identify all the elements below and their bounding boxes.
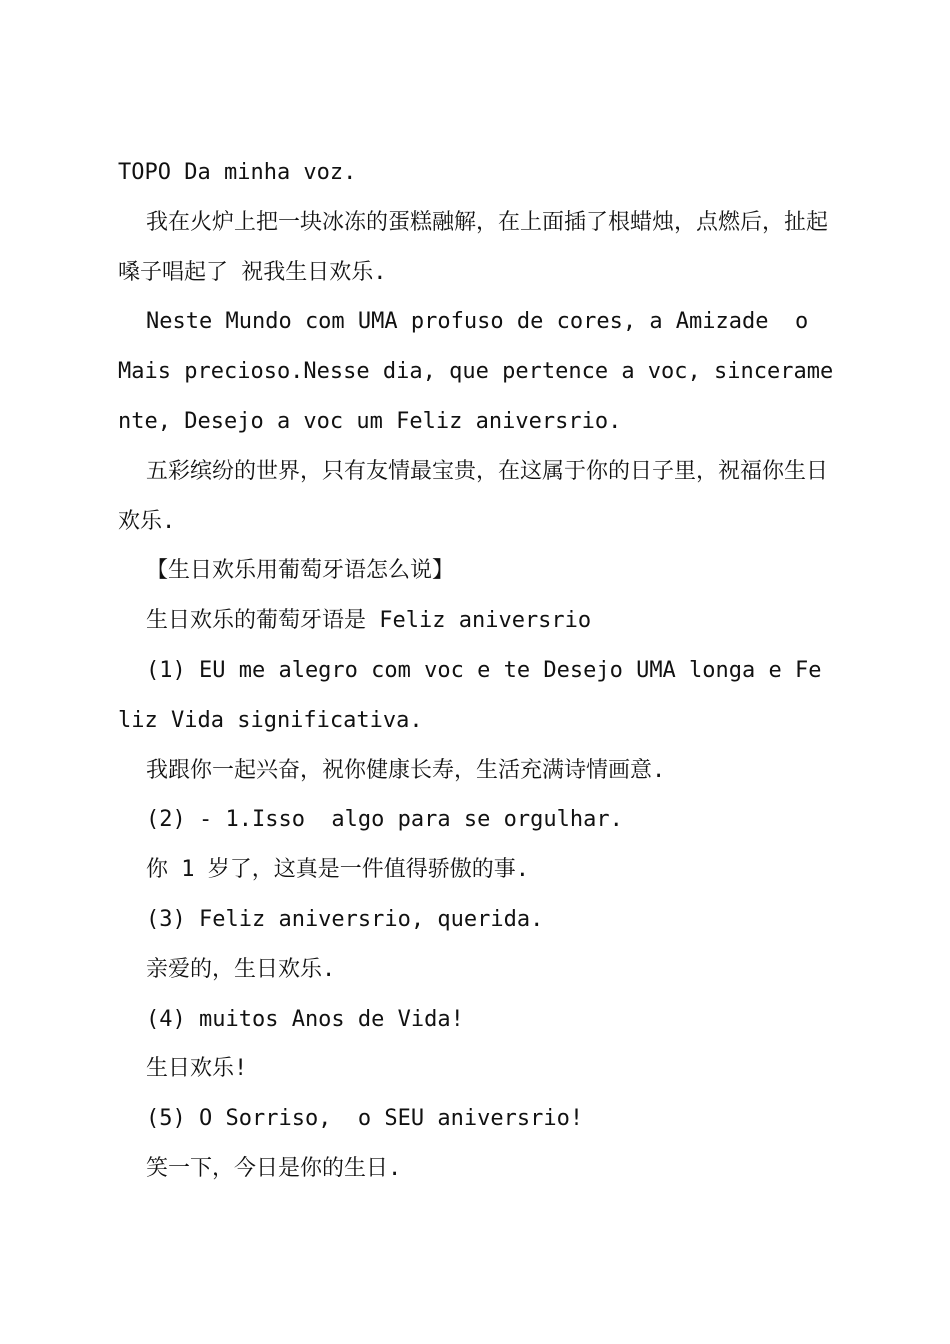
section-heading: 【生日欢乐用葡萄牙语怎么说】 — [146, 558, 455, 584]
example-3-portuguese: (3) Feliz aniversrio, querida. — [146, 906, 544, 932]
paragraph-portuguese-friendship: Neste Mundo com UMA profuso de cores, a Amizade o Mais precioso.Nesse dia, que pertence a voc, sinceramente, Desejo a voc um Feliz aniversrio. — [118, 309, 834, 434]
example-2-chinese: 你 1 岁了，这真是一件值得骄傲的事. — [146, 857, 529, 883]
paragraph-intro-line: TOPO Da minha voz. — [118, 160, 357, 185]
example-5-chinese: 笑一下，今日是你的生日. — [146, 1155, 402, 1181]
document-body — [118, 148, 834, 1194]
example-3-chinese: 亲爱的，生日欢乐. — [146, 956, 336, 982]
paragraph-chinese-friendship: 五彩缤纷的世界，只有友情最宝贵，在这属于你的日子里，祝福你生日欢乐. — [118, 458, 829, 534]
example-2-portuguese: (2) - 1.Isso algo para se orgulhar. — [146, 807, 623, 833]
example-5-portuguese: (5) O Sorriso, o SEU aniversrio! — [146, 1106, 584, 1132]
example-1-portuguese: (1) EU me alegro com voc e te Desejo UMA longa e Feliz Vida significativa. — [118, 657, 822, 733]
paragraph-cake-candle: 我在火炉上把一块冰冻的蛋糕融解，在上面插了根蜡烛，点燃后，扯起嗓子唱起了 祝我生日欢乐. — [118, 209, 829, 285]
paragraph-definition: 生日欢乐的葡萄牙语是 Feliz aniversrio — [146, 608, 592, 634]
example-4-portuguese: (4) muitos Anos de Vida! — [146, 1006, 464, 1032]
example-4-chinese: 生日欢乐! — [146, 1056, 248, 1082]
example-1-chinese: 我跟你一起兴奋，祝你健康长寿，生活充满诗情画意. — [146, 757, 666, 783]
